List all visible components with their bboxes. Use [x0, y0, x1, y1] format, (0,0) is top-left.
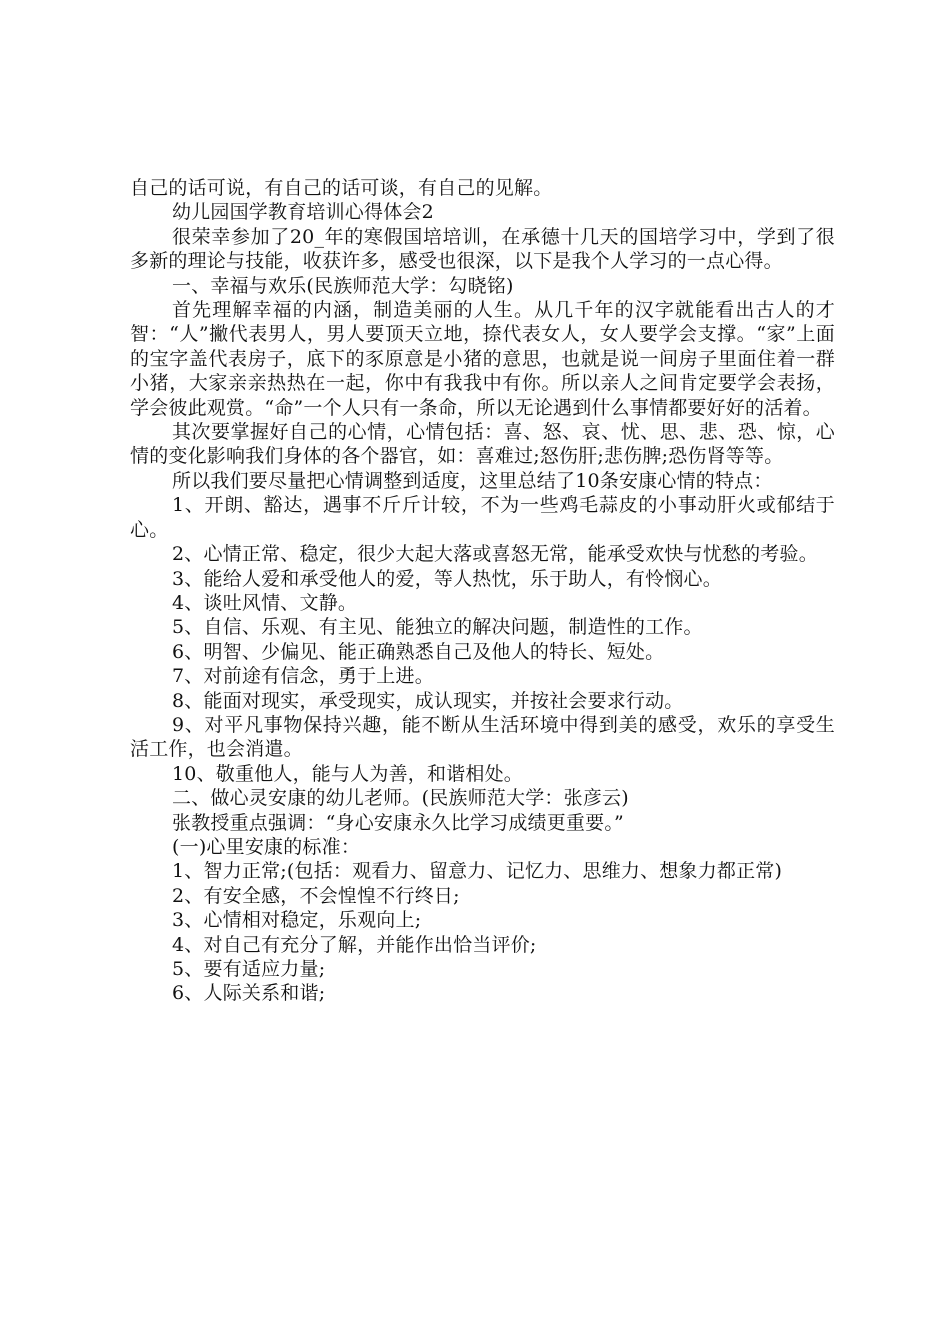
- list-item: 10、敬重他人，能与人为善，和谐相处。: [172, 762, 523, 785]
- section-heading: 幼儿园国学教育培训心得体会2: [172, 201, 434, 224]
- paragraph: 首先理解幸福的内涵，制造美丽的人生。从几千年的汉字就能看出古人的才智：“人”撇代表男人，男人要顶天立地，捺代表女人，女人要学会支撑。“家”上面的宝字盖代表房子，底下的豕原意是小猪的意思，也就是说一间房子里面住着一群小猪，大家亲亲热热在一起，你中有我我中有你。所以亲人之间肯定要学会表扬，学会彼此观赏。“命”一个人只有一条命，所以无论遇到什么事情都要好好的活着。: [130, 299, 835, 419]
- list-item: 6、明智、少偏见、能正确熟悉自己及他人的特长、短处。: [172, 640, 665, 663]
- section-heading: 一、幸福与欢乐(民族师范大学：勾晓铭): [172, 274, 514, 297]
- list-item: 3、心情相对稳定，乐观向上;: [172, 909, 422, 932]
- section-heading: 二、做心灵安康的幼儿老师。(民族师范大学：张彦云): [172, 787, 629, 810]
- list-item: 7、对前途有信念，勇于上进。: [172, 665, 434, 688]
- list-item: 5、自信、乐观、有主见、能独立的解决问题，制造性的工作。: [172, 616, 703, 639]
- list-item: 6、人际关系和谐;: [172, 982, 326, 1005]
- paragraph: 很荣幸参加了20_年的寒假国培培训，在承德十几天的国培学习中，学到了很多新的理论与技能，收获许多，感受也很深，以下是我个人学习的一点心得。: [130, 225, 835, 273]
- list-item: 4、对自己有充分了解，并能作出恰当评价;: [172, 933, 537, 956]
- paragraph: 张教授重点强调：“身心安康永久比学习成绩更重要。”: [172, 811, 624, 834]
- list-item: 2、心情正常、稳定，很少大起大落或喜怒无常，能承受欢快与忧愁的考验。: [172, 543, 818, 566]
- list-item: 1、开朗、豁达，遇事不斤斤计较，不为一些鸡毛蒜皮的小事动肝火或郁结于心。: [130, 494, 835, 541]
- list-item: 4、谈吐风情、文静。: [172, 591, 358, 614]
- paragraph: 所以我们要尽量把心情调整到适度，这里总结了10条安康心情的特点：: [172, 469, 773, 492]
- document-body: [130, 176, 835, 1006]
- list-item: 8、能面对现实，承受现实，成认现实，并按社会要求行动。: [172, 689, 684, 712]
- subsection-heading: (一)心里安康的标准：: [172, 835, 361, 858]
- list-item: 2、有安全感，不会惶惶不行终日;: [172, 884, 460, 907]
- list-item: 3、能给人爱和承受他人的爱，等人热忱，乐于助人，有怜悯心。: [172, 567, 722, 590]
- list-item: 9、对平凡事物保持兴趣，能不断从生活环境中得到美的感受，欢乐的享受生活工作，也会消遣。: [130, 713, 835, 761]
- list-item: 1、智力正常;(包括：观看力、留意力、记忆力、思维力、想象力都正常): [172, 860, 783, 883]
- paragraph: 自己的话可说，有自己的话可谈，有自己的见解。: [130, 177, 553, 199]
- list-item: 5、要有适应力量;: [172, 958, 326, 980]
- paragraph: 其次要掌握好自己的心情，心情包括：喜、怒、哀、忧、思、悲、恐、惊，心情的变化影响我们身体的各个器官，如：喜难过;怒伤肝;悲伤脾;恐伤肾等等。: [130, 421, 835, 468]
